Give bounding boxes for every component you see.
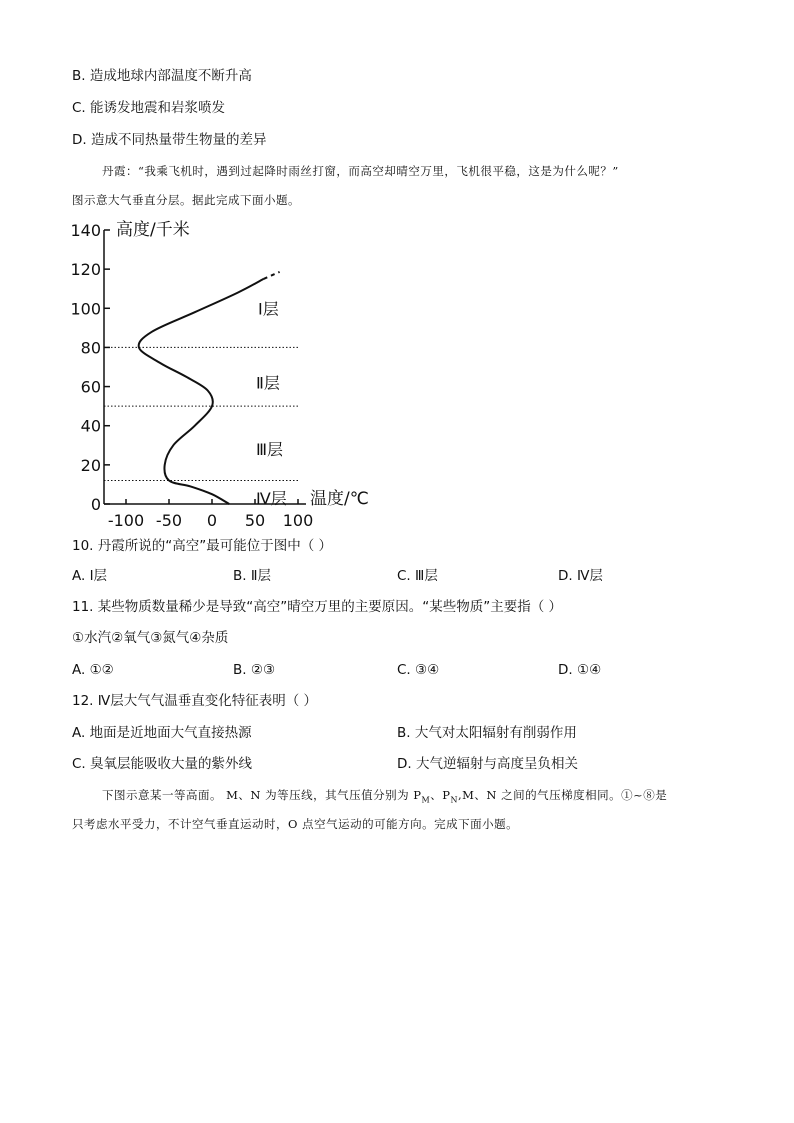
layer-label: Ⅰ层	[258, 299, 279, 319]
y-tick-label: 0	[90, 495, 101, 514]
question-12-option-d[interactable]: D. 大气逆辐射与高度呈负相关	[397, 756, 578, 772]
question-12-option-c[interactable]: C. 臭氧层能吸收大量的紫外线	[72, 756, 253, 772]
x-axis-label: 温度/℃	[310, 489, 369, 509]
next-intro-line-1: 下图示意某一等高面。 M、N 为等压线，其气压值分别为 $P_M$、$P_N,M$、N 之间的气压梯度相同。①~⑧是	[102, 788, 668, 805]
question-11-option-c[interactable]: C. ③④	[397, 662, 440, 678]
x-tick-label: 50	[244, 511, 266, 530]
x-tick-label: 0	[206, 511, 218, 530]
y-tick-label: 100	[70, 299, 101, 319]
question-10-stem: 10. 丹霞所说的“高空”最可能位于图中（ ）	[72, 538, 333, 554]
intro-quote: 丹霞：“我乘飞机时，遇到过起降时雨丝打窗，而高空却晴空万里，飞机很平稳，这是为什么呢？”	[102, 164, 619, 178]
question-10-option-d[interactable]: D. Ⅳ层	[558, 568, 603, 584]
x-tick-label: -50	[155, 511, 183, 530]
y-axis-label: 高度/千米	[116, 220, 190, 240]
next-intro-line-2: 只考虑水平受力，不计空气垂直运动时，O 点空气运动的可能方向。完成下面小题。	[72, 817, 519, 831]
y-tick-label: 140	[70, 221, 101, 240]
x-tick-label: 100	[282, 511, 314, 530]
y-tick-label: 60	[80, 377, 101, 397]
y-tick-label: 120	[70, 260, 101, 280]
prev-option-c: C. 能诱发地震和岩浆喷发	[72, 100, 226, 116]
question-11-option-b[interactable]: B. ②③	[233, 662, 276, 678]
layer-label: Ⅱ层	[256, 373, 280, 393]
question-10-option-b[interactable]: B. Ⅱ层	[233, 568, 271, 584]
question-11-items: ①水汽②氧气③氮气④杂质	[72, 630, 229, 646]
question-12-stem: 12. Ⅳ层大气气温垂直变化特征表明（ ）	[72, 693, 318, 709]
temperature-curve-dashed-extension	[264, 272, 280, 279]
intro-instruction: 图示意大气垂直分层。据此完成下面小题。	[72, 193, 300, 207]
layer-label: Ⅲ层	[256, 440, 284, 460]
question-10-option-a[interactable]: A. Ⅰ层	[72, 568, 108, 584]
question-12-option-a[interactable]: A. 地面是近地面大气直接热源	[72, 725, 252, 741]
question-11-option-a[interactable]: A. ①②	[72, 662, 114, 678]
temperature-curve	[139, 279, 264, 504]
prev-option-d: D. 造成不同热量带生物量的差异	[72, 132, 267, 148]
y-tick-label: 20	[80, 455, 101, 475]
y-tick-label: 40	[80, 416, 101, 436]
atmosphere-layer-chart	[60, 216, 400, 532]
question-12-option-b[interactable]: B. 大气对太阳辐射有削弱作用	[397, 725, 577, 741]
question-10-option-c[interactable]: C. Ⅲ层	[397, 568, 438, 584]
y-tick-label: 80	[80, 338, 101, 358]
question-11-option-d[interactable]: D. ①④	[558, 662, 602, 678]
x-tick-label: -100	[107, 511, 145, 530]
question-11-stem: 11. 某些物质数量稀少是导致“高空”晴空万里的主要原因。“某些物质”主要指（ ）	[72, 599, 563, 615]
layer-label: Ⅳ层	[256, 489, 287, 509]
prev-option-b: B. 造成地球内部温度不断升高	[72, 68, 252, 84]
